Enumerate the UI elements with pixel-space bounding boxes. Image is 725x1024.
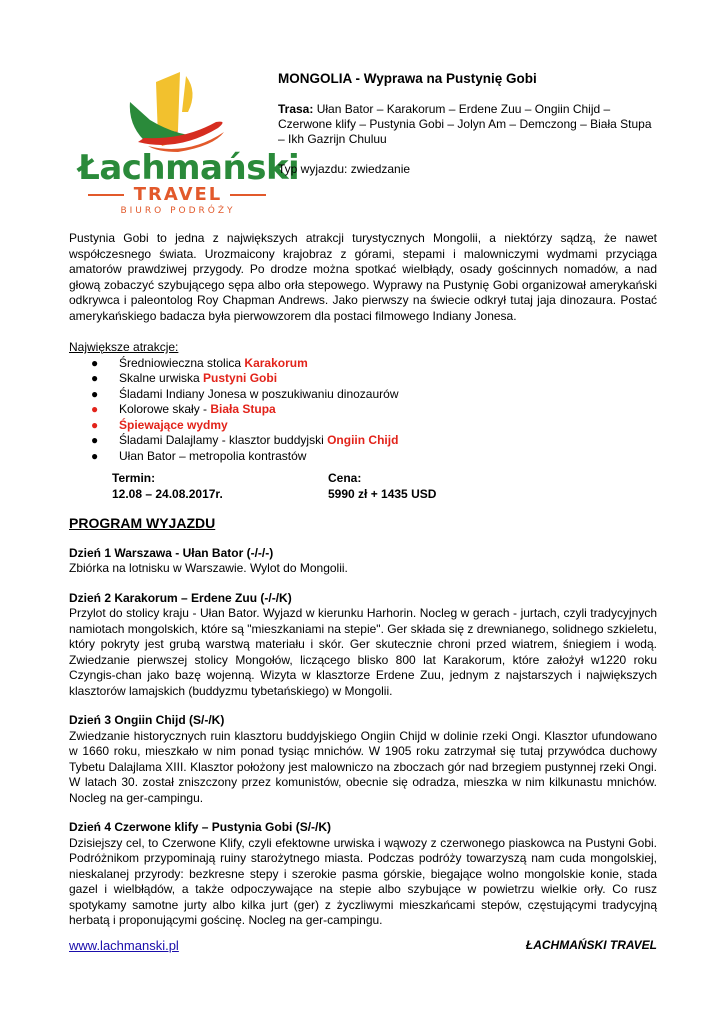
sail-icon: [78, 72, 278, 152]
list-item: ● Ułan Bator – metropolia kontrastów: [91, 448, 307, 463]
website-link[interactable]: www.lachmanski.pl: [69, 938, 179, 953]
day-title: Dzień 3 Ongiin Chijd (S/-/K): [69, 713, 225, 727]
attractions-heading: Największe atrakcje:: [69, 340, 179, 354]
page-footer: [69, 938, 657, 953]
price-label: Cena:: [328, 471, 362, 485]
list-item: ● Śladami Indiany Jonesa w poszukiwaniu dinozaurów: [91, 386, 399, 401]
price-column: [328, 471, 436, 502]
logo-tagline: BIURO PODRÓŻY: [120, 206, 236, 216]
term-column: [112, 471, 328, 502]
term-label: Termin:: [112, 471, 156, 485]
day-title: Dzień 2 Karakorum – Erdene Zuu (-/-/K): [69, 590, 292, 605]
route-label: Trasa:: [278, 102, 314, 116]
list-item: ● Śladami Dalajlamy - klasztor buddyjski Ongiin Chijd: [91, 433, 399, 447]
day-text: Przylot do stolicy kraju - Ułan Bator. Wyjazd w kierunku Harhorin. Nocleg w gerach - jurtach, czyli tradycyjnych namiotach mongolskich, które są "mieszkaniami na stepie". Ger składa się z drewnianego, solidnego szkieletu, który pokryty jest grubą warstwą materiału i skór. Ger skutecznie chroni przed wiatrem, śniegiem i wodą. Zwiedzanie pierwszej stolicy Mongołów, liczącego blisko 800 lat Karakorum, które założył w1220 roku Czyngis-chan jako bazę wojenną. Wizyta w klasztorze Erdene Zuu, jednym z najstarszych i największych klasztorów lamajskich (buddyzmu tybetańskiego) w Mongolii.: [69, 606, 657, 698]
program-heading: PROGRAM WYJAZDU: [69, 515, 216, 531]
price-value: 5990 zł + 1435 USD: [328, 486, 437, 501]
term-value: 12.08 – 24.08.2017r.: [112, 486, 223, 501]
bullet-icon: ●: [91, 402, 99, 416]
bullet-icon: ●: [91, 417, 99, 432]
intro-paragraph: Pustynia Gobi to jedna z największych atrakcji turystycznych Mongolii, a niektórzy sądzą, że nawet współczesnego świata. Urozmaicony krajobraz z górami, stepami i malowniczymi wydmami przyciąga amatorów prawdziwej przygody. Po drodze można spotkać wielbłądy, osady gościnnych nomadów, a nad głową zobaczyć szybującego sępa albo orła stepowego. Wyprawy na Pustynię Gobi organizował amerykański odkrywca i paleontolog Roy Chapman Andrews. Jako pierwszy na świecie odkrył tutaj jaja dinozaura. Postać amerykańskiego badacza była pierwowzorem dla postaci filmowego Indiany Jonesa.: [69, 231, 657, 323]
route-text: Ułan Bator – Karakorum – Erdene Zuu – Ongiin Chijd – Czerwone klify – Pustynia Gobi – Jolyn Am – Demczong – Biała Stupa – Ikh Gazrijn Chuluu: [278, 102, 652, 146]
list-item: ● Kolorowe skały - Biała Stupa: [91, 402, 276, 416]
day-text: Zwiedzanie historycznych ruin klasztoru buddyjskiego Ongiin Chijd w dolinie rzeki Ongi. Klasztor ufundowano w 1660 roku, mieszkało w nim ponad tysiąc mnichów. W 1905 roku zatrzymał się tutaj przywódca duchowy Tybetu Dalajlama XIII. Klasztor położony jest malowniczo na zboczach gór nad brzegiem pustynnej rzeki Ongi. W latach 30. został zniszczony przez komunistów, obecnie się odradza, mieszka w nim kilkunastu mnichów. Nocleg na ger-campingu.: [69, 728, 657, 805]
list-item: ● Skalne urwiska Pustyni Gobi: [91, 371, 278, 385]
program-day: [69, 546, 657, 577]
trip-title: MONGOLIA - Wyprawa na Pustynię Gobi: [278, 71, 537, 86]
day-text: Dzisiejszy cel, to Czerwone Klify, czyli efektowne urwiska i wąwozy z czerwonego piaskowca na Pustyni Gobi. Podróżnikom przypominają ruiny starożytnego miasta. Podczas podróży towarzyszą nam cuda mongolskiej, nieskalanej przyrody: bezkresne stepy i szerokie pasma górskie, biegające wolno mongolskie konie, stada gazel i wielbłądów, a także odpoczywające na stepie albo szybujące w powietrzu wielkie orły. Co rusz spotykamy samotne jurty albo kilka jurt (ger) z życzliwymi mieszkańcami stepów, częstującymi tradycyjną herbatą i proponującymi gościnę. Nocleg na ger-campingu.: [69, 835, 657, 927]
footer-brand: ŁACHMAŃSKI TRAVEL: [525, 938, 657, 952]
list-item: ● Średniowieczna stolica Karakorum: [91, 355, 308, 370]
bullet-icon: ●: [91, 355, 99, 370]
logo-divider-right: [230, 194, 266, 196]
day-title: Dzień 4 Czerwone klify – Pustynia Gobi (S/-/K): [69, 820, 332, 834]
document-body: [69, 231, 657, 929]
bullet-icon: ●: [91, 386, 99, 401]
trip-type: Typ wyjazdu: zwiedzanie: [278, 162, 411, 176]
day-text: Zbiórka na lotnisku w Warszawie. Wylot do Mongolii.: [69, 561, 348, 575]
program-day: [69, 713, 657, 806]
term-price-block: [112, 471, 657, 502]
trip-header: [278, 71, 653, 192]
program-day: [69, 820, 657, 929]
day-title: Dzień 1 Warszawa - Ułan Bator (-/-/-): [69, 545, 274, 560]
bullet-icon: ●: [91, 448, 99, 463]
bullet-icon: ●: [91, 371, 99, 385]
list-item: ● Śpiewające wydmy: [91, 417, 228, 432]
attractions-list: [69, 356, 657, 465]
logo-name: Łachmański: [78, 148, 300, 188]
logo-travel: TRAVEL: [133, 184, 223, 205]
program-day: [69, 591, 657, 700]
trip-route: [278, 102, 653, 147]
bullet-icon: ●: [91, 433, 99, 447]
